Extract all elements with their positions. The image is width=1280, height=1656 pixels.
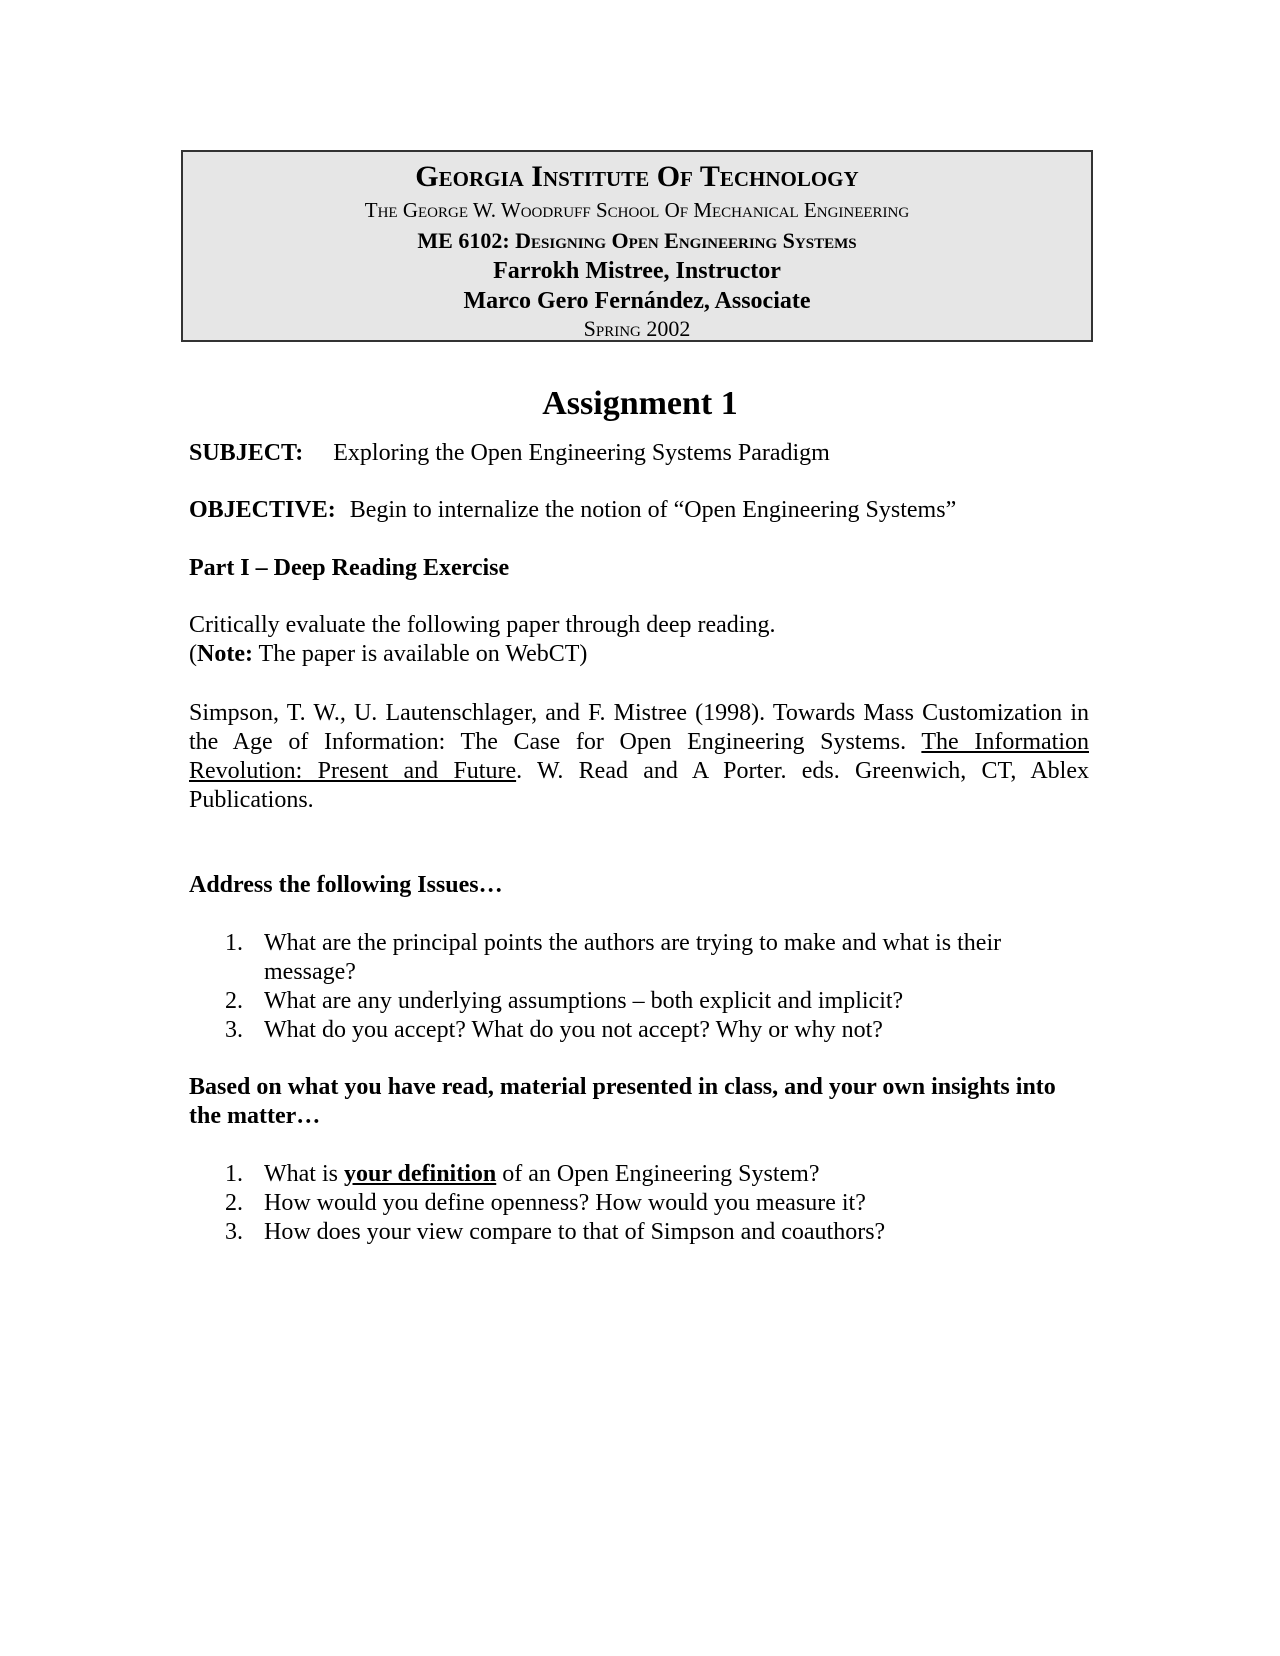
note-label: Note: (197, 641, 253, 667)
subject-text: Exploring the Open Engineering Systems Paradigm (333, 440, 830, 466)
list-item (189, 1016, 1089, 1045)
objective-text: Begin to internalize the notion of “Open Engineering Systems” (349, 497, 957, 523)
question-emphasis: your definition (343, 1161, 497, 1187)
institute-name: Georgia Institute Of Technology (415, 160, 859, 193)
list-text: How would you define openness? How would you measure it? (264, 1190, 866, 1216)
subject-line (189, 440, 830, 467)
list-item (189, 1218, 1089, 1247)
citation-book: The Information Revolution: Present and Future (189, 729, 1089, 784)
questions-list (189, 1160, 1089, 1247)
school-name: The George W. Woodruff School Of Mechanical Engineering (364, 198, 910, 222)
assignment-title: Assignment 1 (542, 385, 738, 422)
citation-authors: Simpson, T. W., U. Lautenschlager, and F. Mistree (1998). Towards Mass Customization in the Age of Information: The Case for Open Engineering Systems. (189, 700, 1089, 755)
list-number: 1. (225, 930, 243, 956)
instruction-line: Critically evaluate the following paper through deep reading. (189, 612, 776, 638)
list-number: 2. (225, 1190, 243, 1216)
issues-list (189, 929, 1089, 1045)
list-text: What are the principal points the authors are trying to make and what is their message? (264, 930, 1002, 985)
objective-line (189, 497, 956, 524)
part1-heading: Part I – Deep Reading Exercise (189, 555, 510, 581)
instructor-name: Farrokh Mistree, Instructor (493, 258, 781, 284)
list-text: What are any underlying assumptions – both explicit and implicit? (264, 988, 904, 1014)
list-number: 1. (225, 1161, 243, 1187)
header-box (181, 150, 1093, 342)
list-number: 3. (225, 1219, 243, 1245)
course-title: ME 6102: Designing Open Engineering Systems (417, 228, 857, 253)
note-line (189, 641, 587, 668)
issues-heading: Address the following Issues… (189, 872, 503, 898)
list-item (189, 987, 1089, 1016)
note-text: The paper is available on WebCT) (252, 641, 588, 667)
list-number: 3. (225, 1017, 243, 1043)
question-text-start: What is (264, 1161, 344, 1187)
based-heading: Based on what you have read, material presented in class, and your own insights into the matter… (189, 1074, 1056, 1129)
term: Spring 2002 (583, 316, 691, 341)
list-item (189, 929, 1089, 987)
list-number: 2. (225, 988, 243, 1014)
list-text: What do you accept? What do you not accept? Why or why not? (264, 1017, 883, 1043)
citation (189, 699, 1089, 815)
subject-label: SUBJECT: (189, 440, 304, 466)
list-text: How does your view compare to that of Simpson and coauthors? (264, 1219, 886, 1245)
associate-name: Marco Gero Fernández, Associate (463, 288, 811, 314)
list-item (189, 1189, 1089, 1218)
objective-label: OBJECTIVE: (189, 497, 336, 523)
note-open: ( (189, 641, 197, 667)
list-item (189, 1160, 1089, 1189)
citation-publisher: . W. Read and A Porter. eds. Greenwich, CT, Ablex Publications. (189, 758, 1090, 813)
question-text-end: of an Open Engineering System? (496, 1161, 820, 1187)
